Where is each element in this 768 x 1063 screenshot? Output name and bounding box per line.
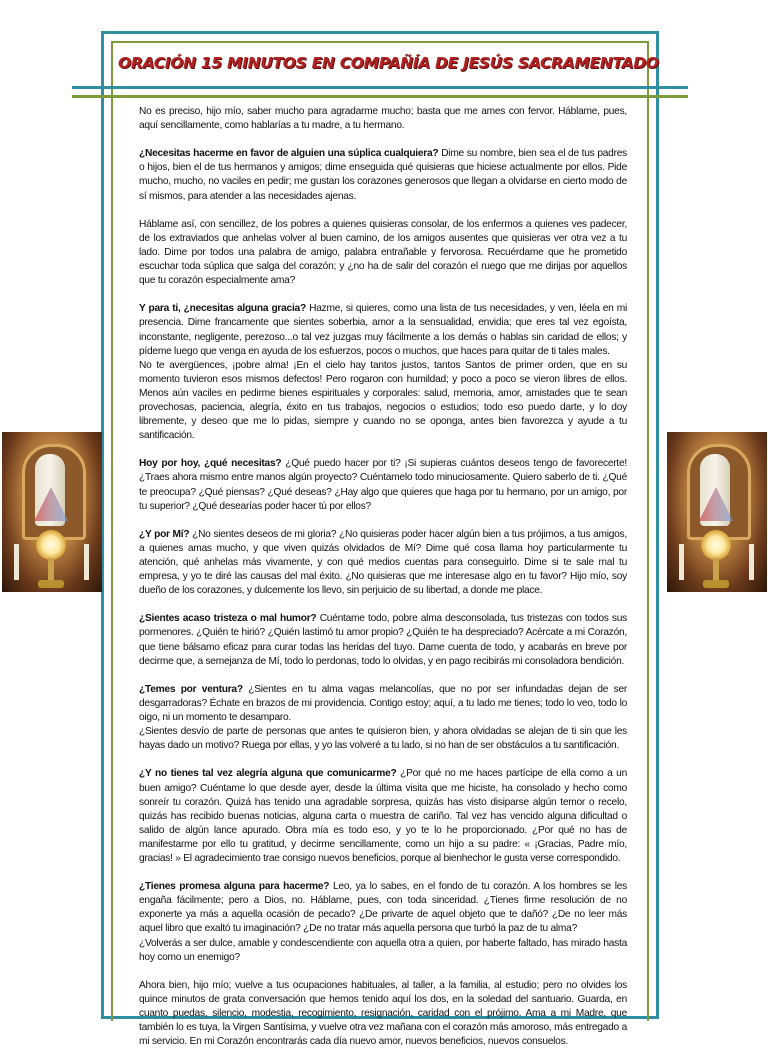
divine-mercy-image-right — [667, 432, 767, 592]
paragraph: Hoy por hoy, ¿qué necesitas? ¿Qué puedo hacer por ti? ¡Si supieras cuántos deseos tengo de favorecerte! ¿Traes ahora mismo entre manos algún proyecto? Cuéntamelo todo minuciosamente. Quiero saberlo de ti. ¿Qué te preocupa? ¿Qué piensas? ¿Qué deseas? ¿Hay algo que quieres que haga por tu hermano, por un amigo, por tu superior? ¿Qué desearías poder hacer tú por ellos? — [139, 458, 627, 512]
document-title: ORACIÓN 15 MINUTOS EN COMPAÑÍA DE JESÚS SACRAMENTADO — [118, 54, 659, 72]
paragraph: Ahora bien, hijo mío; vuelve a tus ocupaciones habituales, al taller, a la familia, al estudio; pero no olvides los quince minutos de grata conversación que hemos tenido aquí los dos, en la soledad del santuario. Guarda, en cuanto puedas, silencio, modestia, recogimiento, resignación, caridad con el prójimo. Ama a mi Madre, que también lo es tuya, la Virgen Santísima, y vuelve otra vez mañana con el corazón más amoroso, más entregado a mi servicio. En mi Corazón encontrarás cada día nuevo amor, nuevos beneficios, nuevos consuelos. — [139, 979, 627, 1048]
paragraph: ¿Y no tienes tal vez alegría alguna que comunicarme? ¿Por qué no me haces partícipe de ella como a un buen amigo? Cuéntame lo que desde ayer, desde la última visita que me hiciste, ha consolado y hecho como sonreír tu corazón. Quizá has tenido una agradable sorpresa, quizás has visto disiparse algún temor o recelo, quizás has recibido buenas noticias, alguna carta o muestra de cariño. Tal vez has vencido alguna dificultad o salido de algún lance apurado. Obra mía es todo eso, y yo te lo he proporcionado. ¿Por qué no has de manifestarme por ello tu gratitud, y decirme sencillamente, como un hijo a su padre: « ¡Gracias, Padre mío, gracias! » El agradecimiento trae consigo nuevos beneficios, porque al bienhechor le gusta verse correspondido. — [139, 768, 627, 864]
prayer-body — [139, 105, 627, 1063]
paragraph: No es preciso, hijo mío, saber mucho para agradarme mucho; basta que me ames con fervor. Háblame, pues, aquí sencillamente, como hablarías a tu madre, a tu hermano. — [139, 106, 627, 132]
title-band-green — [72, 95, 688, 98]
title-band-blue — [72, 86, 688, 89]
paragraph: Háblame así, con sencillez, de los pobres a quienes quisieras consolar, de los enfermos a quienes ves padecer, de los extraviados que anhelas volver al buen camino, de los amigos ausentes que quisieras ver otra vez a tu lado. Dime por todos una palabra de amigo, palabra entrañable y fervorosa. Recuérdame que he prometido escuchar toda súplica que salga del corazón; y ¿no ha de salir del corazón el ruego que me dirijas por aquellos que tu corazón especialmente ama? — [139, 218, 627, 287]
paragraph: ¿Y por Mí? ¿No sientes deseos de mi gloria? ¿No quisieras poder hacer algún bien a tus prójimos, a tus amigos, a quienes amas mucho, y que viven quizás olvidados de Mí? Dime qué cosa llama hoy particularmente tu atención, qué anhelas más vivamente, y con qué medios cuentas para conseguirlo. Dime si te sale mal tu empresa, y yo te diré las causas del mal éxito. ¿No quisieras que me interesase algo en tu favor? Hijo mío, soy dueño de los corazones, y dulcemente los llevo, sin perjuicio de su libertad, a donde me place. — [139, 528, 627, 597]
paragraph: ¿Necesitas hacerme en favor de alguien una súplica cualquiera? Dime su nombre, bien sea el de tus padres o hijos, bien el de tus hermanos y amigos; dime enseguida qué quisieras que hiciese actualmente por ellos. Pide mucho, mucho, no vaciles en pedir; me gustan los corazones generosos que llegan a olvidarse en cierto modo de sí mismos, para atender a las necesidades ajenas. — [139, 148, 627, 202]
paragraph: ¿Sientes acaso tristeza o mal humor? Cuéntame todo, pobre alma desconsolada, tus tristezas con todos sus pormenores. ¿Quién te hirió? ¿Quién lastimó tu amor propio? ¿Quién te ha despreciado? Acércate a mi Corazón, que tiene bálsamo eficaz para curar todas las heridas del tuyo. Dame cuenta de todo, y acabarás en breve por decirme que, a semejanza de Mí, todo lo perdonas, todo lo olvidas, y en pago recibirás mi consoladora bendición. — [139, 613, 627, 667]
paragraph: Y para ti, ¿necesitas alguna gracia? Hazme, si quieres, como una lista de tus necesidades, y ven, léela en mi presencia. Dime francamente que sientes soberbia, amor a la sensualidad, envidia; que eres tal vez egoísta, inconstante, negligente, perezoso...o tal vez juzgas muy fácilmente a los demás o hablas sin caridad de ellos; y pídeme luego que venga en ayuda de los esfuerzos, pocos o muchos, que haces para quitar de ti tales males. No te avergüences, ¡pobre alma! ¡En el cielo hay tantos justos, tantos Santos de primer orden, que en su momento tuvieron esos mismos defectos! Pero rogaron con humildad; y poco a poco se vieron libres de ellos. Menos aún vaciles en pedirme bienes espirituales y corporales: salud, memoria, amor, amistades que te sean provechosas, paciencia, alegría, éxito en tus trabajos, negocios o estudios; todo eso puedo darte, y lo doy libremente, y deseo que me lo pidas, siempre y cuando no se oponga, antes bien favorezca y ayude a tu santificación. — [139, 303, 628, 442]
paragraph: ¿Tienes promesa alguna para hacerme? Leo, ya lo sabes, en el fondo de tu corazón. A los hombres se les engaña fácilmente; pero a Dios, no. Háblame, pues, con toda sinceridad. ¿Tienes firme resolución de no exponerte ya más a aquella ocasión de pecado? ¿De privarte de aquel objeto que te dañó? ¿De no leer más aquel libro que exaltó tu imaginación? ¿De no tratar más aquella persona que turbó la paz de tu alma? ¿Volverás a ser dulce, amable y condescendiente con aquella otra a quien, por haberte faltado, has mirado hasta hoy como un enemigo? — [139, 881, 627, 963]
divine-mercy-image-left — [2, 432, 102, 592]
paragraph: ¿Temes por ventura? ¿Sientes en tu alma vagas melancolías, que no por ser infundadas dejan de ser desgarradoras? Échate en brazos de mi providencia. Contigo estoy; aquí, a tu lado me tienes; todo lo veo, todo lo oigo, ni un momento te desamparo. ¿Sientes desvío de parte de personas que antes te quisieron bien, y ahora olvidadas se alejan de ti sin que les hayas dado un motivo? Ruega por ellas, y yo las volveré a tu lado, si no han de ser obstáculos a tu santificación. — [139, 683, 628, 752]
